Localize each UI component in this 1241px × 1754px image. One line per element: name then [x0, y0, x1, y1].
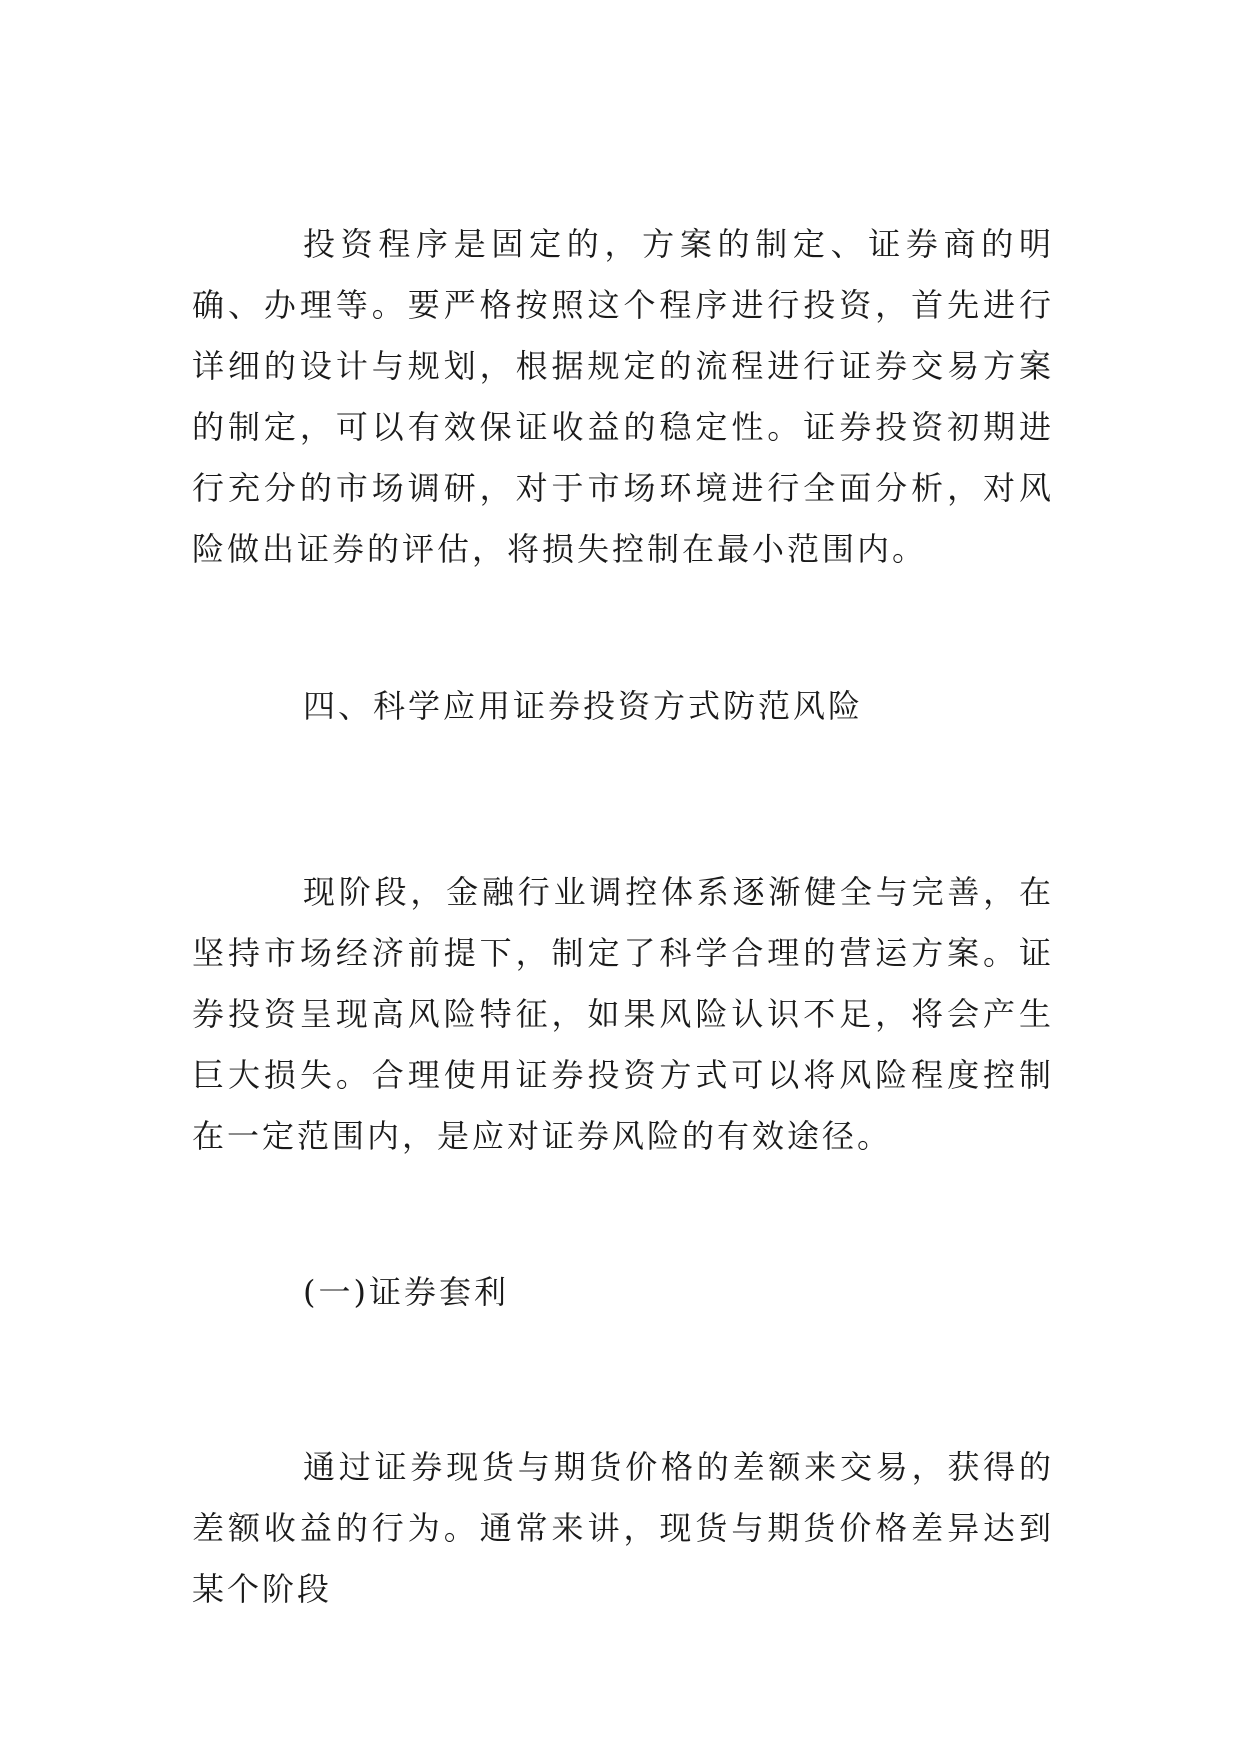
subsection-heading: (一)证券套利: [303, 1273, 509, 1311]
section-heading: 四、科学应用证券投资方式防范风险: [303, 687, 864, 725]
body-paragraph: 现阶段，金融行业调控体系逐渐健全与完善，在坚持市场经济前提下，制定了科学合理的营运方案。证券投资呈现高风险特征，如果风险认识不足，将会产生巨大损失。合理使用证券投资方式可以将风险程度控制在一定范围内，是应对证券风险的有效途径。: [192, 873, 1054, 1155]
body-paragraph: 通过证券现货与期货价格的差额来交易，获得的差额收益的行为。通常来讲，现货与期货价格差异达到某个阶段: [192, 1448, 1054, 1608]
body-paragraph: 投资程序是固定的，方案的制定、证券商的明确、办理等。要严格按照这个程序进行投资，首先进行详细的设计与规划，根据规定的流程进行证券交易方案的制定，可以有效保证收益的稳定性。证券投资初期进行充分的市场调研，对于市场环境进行全面分析，对风险做出证券的评估，将损失控制在最小范围内。: [192, 225, 1054, 568]
